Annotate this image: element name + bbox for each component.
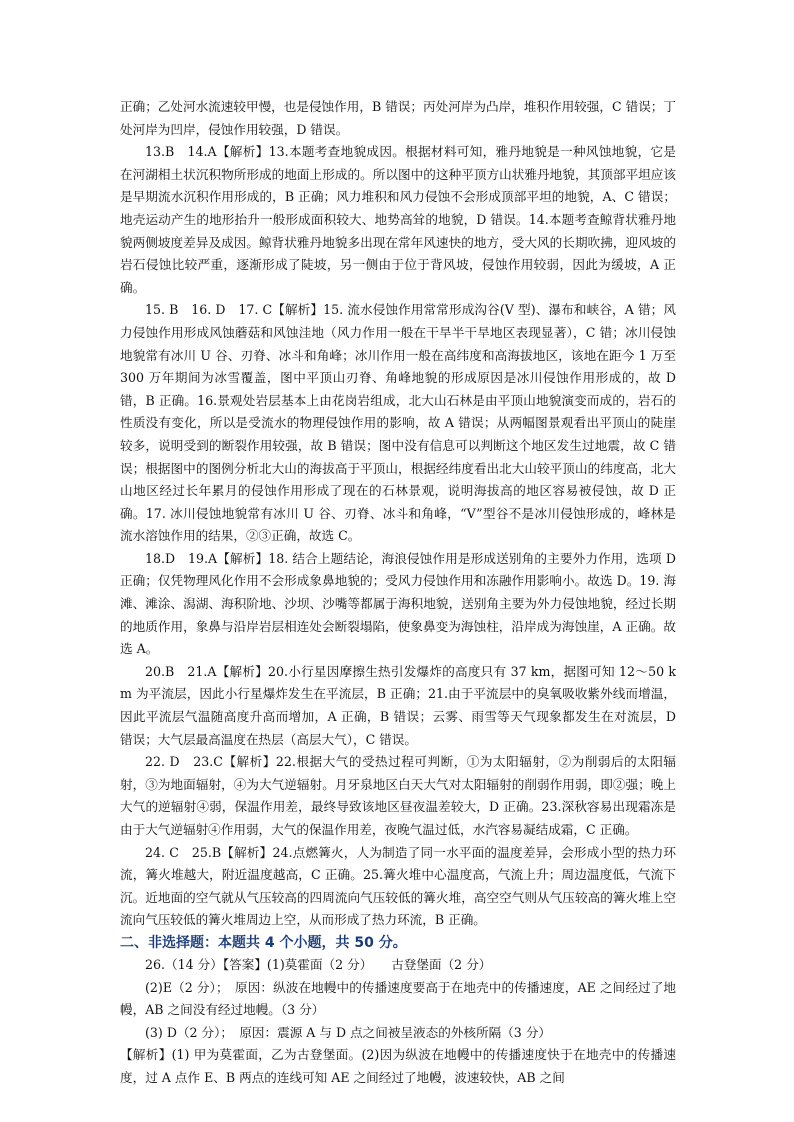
paragraph-answer-20-21: 20.B 21.A【解析】20.小行星因摩擦生热引发爆炸的高度只有 37 km，据图可知 12～50 km 为平流层，因此小行星爆炸发生在平流层，B 正确；21.由于平流层中的臭氧吸收紫外线而增温，因此平流层气温随高度升高而增加，A 正确，B 错误；云雾、雨雪等天气现象都发生在对流层，D 错误；大气层最高温度在热层（高层大气），C 错误。 <box>120 663 676 747</box>
paragraph-continuation: 正确；乙处河水流速较甲慢，也是侵蚀作用，B 错误；丙处河岸为凸岸，堆积作用较强，C 错误；丁处河岸为凹岸，侵蚀作用较强，D 错误。 <box>120 99 676 137</box>
answer-26-part-3: (3) D（2 分）； 原因：震源 A 与 D 点之间被呈液态的外核所隔（3 分） <box>145 1024 552 1040</box>
paragraph-answer-18-19: 18.D 19.A【解析】18. 结合上题结论，海浪侵蚀作用是形成送别角的主要外力作用，选项 D 正确；仅凭物理风化作用不会形成象鼻地貌的；受风力侵蚀作用和冻融作用影响小。故选 D。19. 海滩、滩涂、潟湖、海积阶地、沙坝、沙嘴等都属于海积地貌，送别角主要为外力侵蚀地貌，经过长期的地质作用，象鼻与沿岸岩层相连处会断裂塌陷，使象鼻变为海蚀柱，沿岸成为海蚀崖，A 正确。故选 A。 <box>120 550 676 657</box>
answer-26-explanation: 【解析】(1) 甲为莫霍面，乙为古登堡面。(2)因为纵波在地幔中的传播速度快于在地壳中的传播速度，过 A 点作 E、B 两点的连线可知 AE 之间经过了地幔，波速较快，AB 之间 <box>120 1047 676 1085</box>
paragraph-answer-13-14: 13.B 14.A【解析】13.本题考查地貌成因。根据材料可知，雅丹地貌是一种风蚀地貌，它是在河湖相土状沉积物所形成的地面上形成的。所以图中的这种平顶方山状雅丹地貌，其顶部平坦应该是早期流水沉积作用形成的，B 正确；风力堆积和风力侵蚀不会形成顶部平坦的地貌，A、C 错误；地壳运动产生的地形抬升一般形成面积较大、地势高耸的地貌，D 错误。14.本题考查鲸背状雅丹地貌两侧坡度差异及成因。鲸背状雅丹地貌多出现在常年风速快的地方，受大风的长期吹拂，迎风坡的岩石侵蚀比较严重，逐渐形成了陡坡，另一侧由于位于背风坡，侵蚀作用较弱，因此为缓坡，A 正确。 <box>120 144 676 295</box>
paragraph-answer-15-17: 15. B 16. D 17. C【解析】15. 流水侵蚀作用常常形成沟谷(V 型)、瀑布和峡谷，A 错；风力侵蚀作用形成风蚀蘑菇和风蚀洼地（风力作用一般在干旱半干旱地区表现显著），C 错；冰川侵蚀地貌常有冰川 U 谷、刃脊、冰斗和角峰；冰川作用一般在高纬度和高海拔地区，该地在距今 1 万至 300 万年期间为冰雪覆盖，图中平顶山刃脊、角峰地貌的形成原因是冰川侵蚀作用形成的，故 D 错，B 正确。16.景观处岩层基本上由花岗岩组成，北大山石林是由平顶山地貌演变而成的，岩石的性质没有变化，所以是受流水的物理侵蚀作用的影响，故 A 错误；从两幅图景观看出平顶山的陡崖较多，说明受到的断裂作用较强，故 B 错误；图中没有信息可以判断这个地区发生过地震，故 C 错误；根据图中的图例分析北大山的海拔高于平顶山，根据经纬度看出北大山较平顶山的纬度高，北大山地区经过长年累月的侵蚀作用形成了现在的石林景观，说明海拔高的地区容易被侵蚀，故 D 正确。17. 冰川侵蚀地貌常有冰川 U 谷、刃脊、冰斗和角峰，“V”型谷不是冰川侵蚀形成的，峰林是流水溶蚀作用的结果，②③正确，故选 C。 <box>120 302 676 544</box>
section-title-non-choice: 二、非选择题：本题共 4 个小题，共 50 分。 <box>120 934 407 951</box>
paragraph-answer-22-23: 22. D 23.C【解析】22.根据大气的受热过程可判断，①为太阳辐射，②为削弱后的太阳辐射，③为地面辐射，④为大气逆辐射。月牙泉地区白天大气对太阳辐射的削弱作用弱，即②强；晚上大气的逆辐射④弱，保温作用差，最终导致该地区昼夜温差较大，D 正确。23.深秋容易出现霜冻是由于大气逆辐射④作用弱，大气的保温作用差，夜晚气温过低，水汽容易凝结成霜，C 正确。 <box>120 754 676 837</box>
document-page <box>120 96 676 1090</box>
paragraph-answer-24-25: 24. C 25.B【解析】24.点燃篝火，人为制造了同一水平面的温度差异，会形成小型的热力环流，篝火堆越大，附近温度越高，C 正确。25.篝火堆中心温度高，气流上升；周边温度低，气流下沉。近地面的空气就从气压较高的四周流向气压较低的篝火堆，高空空气则从气压较高的篝火堆上空流向气压较低的篝火堆周边上空，从而形成了热力环流，B 正确。 <box>120 844 676 928</box>
answer-26-header: 26.（14 分）【答案】(1)莫霍面（2 分） 古登堡面（2 分） <box>145 956 492 972</box>
answer-26-part-2: (2)E（2 分）； 原因：纵波在地幔中的传播速度要高于在地壳中的传播速度，AE 之间经过了地幔，AB 之间没有经过地幔。（3 分） <box>120 979 676 1018</box>
